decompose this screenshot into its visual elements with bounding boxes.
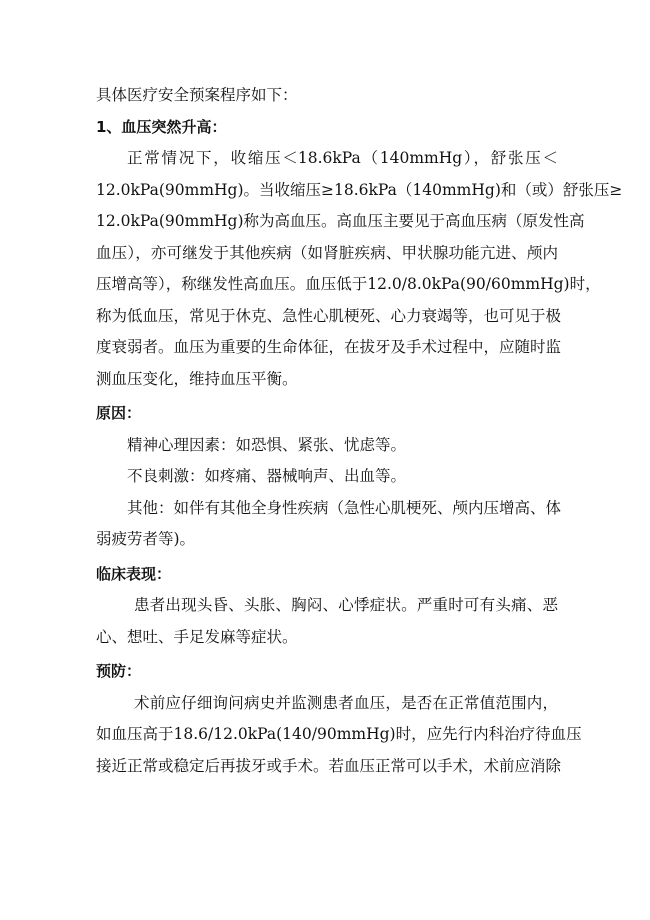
section-heading-blood-pressure: 1、血压突然升高： <box>96 117 227 136</box>
paragraph-line: 如血压高于18.6/12.0kPa(140/90mmHg)时，应先行内科治疗待血压 <box>96 725 582 743</box>
paragraph-line: 压增高等），称继发性高血压。血压低于12.0/8.0kPa(90/60mmHg)时， <box>96 275 601 293</box>
paragraph-line: 正常情况下，收缩压＜18.6kPa（140mmHg），舒张压＜ <box>127 149 558 167</box>
cause-item: 精神心理因素：如恐惧、紧张、忧虑等。 <box>127 435 407 454</box>
paragraph-line: 血压），亦可继发于其他疾病（如肾脏疾病、甲状腺功能亢进、颅内 <box>96 243 558 262</box>
paragraph-line: 称为低血压，常见于休克、急性心肌梗死、心力衰竭等，也可见于极 <box>96 306 562 325</box>
section-heading-prevention: 预防： <box>96 662 142 680</box>
paragraph-line: 12.0kPa(90mmHg)称为高血压。高血压主要见于高血压病（原发性高 <box>96 212 585 230</box>
paragraph-line: 心、想吐、手足发麻等症状。 <box>96 627 298 646</box>
cause-item: 弱疲劳者等)。 <box>96 530 196 548</box>
cause-list <box>96 430 562 556</box>
paragraph-clinical <box>96 590 558 653</box>
cause-item: 不良刺激：如疼痛、器械响声、出血等。 <box>127 467 407 485</box>
intro-text: 具体医疗安全预案程序如下： <box>96 86 298 104</box>
section-heading-cause: 原因： <box>96 404 142 422</box>
paragraph-blood-pressure <box>96 143 623 395</box>
paragraph-line: 测血压变化，维持血压平衡。 <box>96 369 298 388</box>
document-page <box>96 80 623 782</box>
paragraph-line: 患者出现头昏、头胀、胸闷、心悸症状。严重时可有头痛、恶 <box>134 596 558 614</box>
cause-item: 其他：如伴有其他全身性疾病（急性心肌梗死、颅内压增高、体 <box>127 498 562 517</box>
paragraph-prevention <box>96 688 582 783</box>
section-heading-clinical: 临床表现： <box>96 564 172 583</box>
paragraph-line: 度衰弱者。血压为重要的生命体征，在拔牙及手术过程中，应随时监 <box>96 338 562 356</box>
paragraph-line: 接近正常或稳定后再拔牙或手术。若血压正常可以手术，术前应消除 <box>96 756 562 775</box>
paragraph-line: 12.0kPa(90mmHg)。当收缩压≥18.6kPa（140mmHg)和（或）舒张压≥ <box>96 180 623 199</box>
paragraph-line: 术前应仔细询问病史并监测患者血压，是否在正常值范围内， <box>134 693 558 712</box>
